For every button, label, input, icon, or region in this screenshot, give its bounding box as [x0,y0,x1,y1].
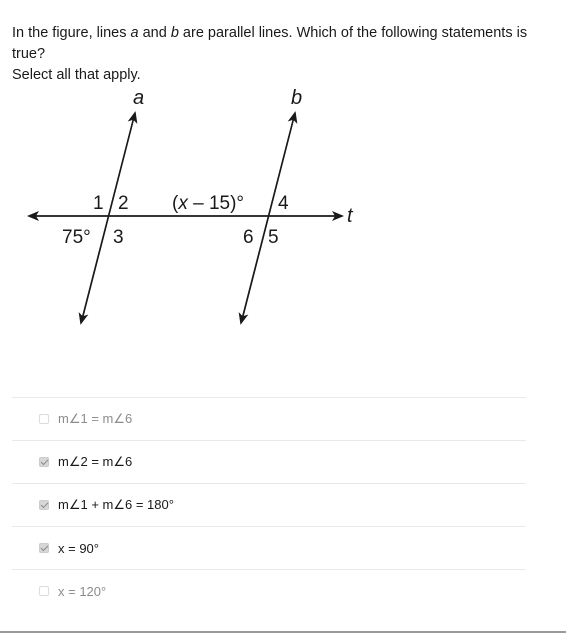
question-line-2: Select all that apply. [12,67,141,83]
line-a-bottom-arrow [81,113,135,323]
option-label: x = 90° [58,540,99,556]
checkbox-unchecked[interactable] [39,586,49,596]
label-line-b: b [291,87,303,109]
option-label: x = 120° [58,583,107,599]
label-line-t: t [347,205,353,227]
option-1[interactable] [12,397,526,440]
line-a-ref: a [130,25,139,41]
angle-label-1: 1 [93,193,104,214]
option-5[interactable] [12,569,526,612]
angle-label-3: 3 [113,227,124,248]
angle-expression: (x – 15)° [172,193,245,214]
option-label: m∠1 + m∠6 = 180° [58,497,174,512]
option-2[interactable] [12,440,526,483]
checkbox-checked[interactable] [39,543,49,553]
label-line-a: a [133,87,145,109]
checkmark-icon [40,500,48,508]
angle-label-2: 2 [118,193,129,214]
checkbox-checked[interactable] [39,457,49,467]
option-3[interactable] [12,483,526,526]
option-label: m∠1 = m∠6 [58,411,133,426]
option-label: m∠2 = m∠6 [58,454,133,469]
checkbox-unchecked[interactable] [39,414,49,424]
question-text: are parallel lines. Which of the following statements is true? [12,25,528,62]
line-b-ref: b [170,25,179,41]
bottom-divider [0,631,566,633]
answer-options [12,397,526,612]
angle-label-75: 75° [62,227,91,248]
angle-label-4: 4 [278,193,289,214]
angle-label-6: 6 [243,227,254,248]
checkbox-checked[interactable] [39,500,49,510]
checkmark-icon [40,543,48,551]
checkmark-icon [40,457,48,465]
angle-label-5: 5 [268,227,279,248]
question-text: In the figure, lines [12,25,131,41]
option-4[interactable] [12,526,526,569]
question-text: and [138,25,171,41]
line-b-bottom-arrow [241,113,295,323]
